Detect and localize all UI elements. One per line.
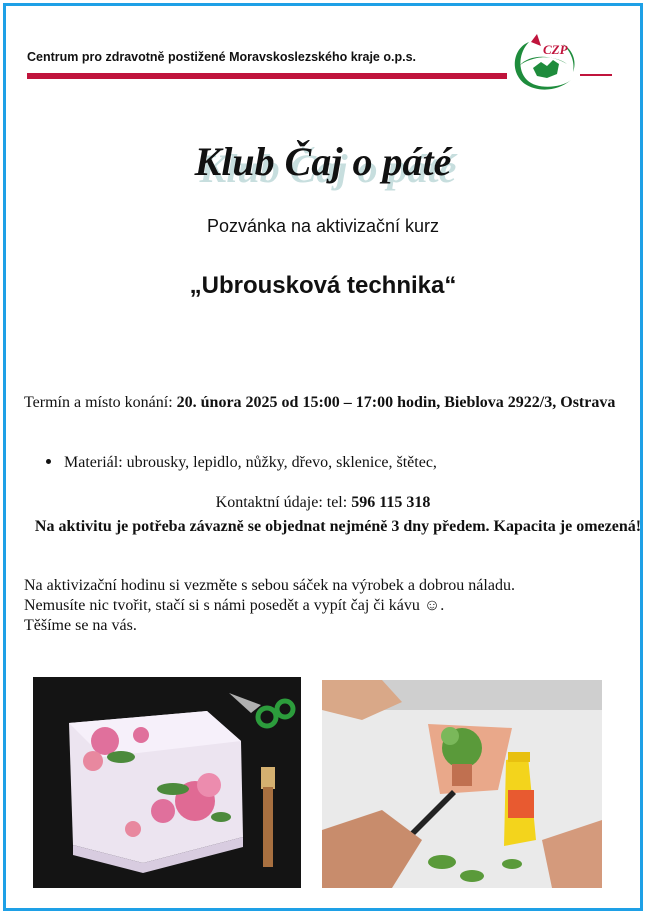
term-value: 20. února 2025 od 15:00 – 17:00 hodin, Bieblova 2922/3, Ostrava [176, 394, 616, 411]
bullet-icon [46, 459, 51, 464]
contact-phone: 596 115 318 [351, 494, 431, 511]
crafting-photo [322, 680, 602, 888]
closing-line-2: Nemusíte nic tvořit, stačí si s námi posedět a vypít čaj či kávu ☺. [24, 597, 445, 614]
material-text: Materiál: ubrousky, lepidlo, nůžky, dřevo, sklenice, štětec, [64, 454, 437, 471]
contact-label: Kontaktní údaje: tel: [215, 494, 352, 511]
svg-text:CZP: CZP [543, 42, 568, 57]
term-and-place [24, 392, 629, 414]
course-name: „Ubrousková technika“ [189, 272, 457, 299]
organization-name: Centrum pro zdravotně postižené Moravskoslezského kraje o.p.s. [27, 50, 416, 64]
czp-logo [507, 28, 581, 94]
closing-line-3: Těšíme se na vás. [24, 617, 137, 634]
closing-text [24, 576, 624, 636]
header-divider [27, 73, 507, 79]
invitation-subtitle: Pozvánka na aktivizační kurz [206, 216, 440, 236]
decoupage-box-photo [33, 677, 301, 888]
term-label: Termín a místo konání: [24, 394, 177, 411]
material-item [46, 454, 437, 472]
booking-notice: Na aktivitu je potřeba závazně se objednat nejméně 3 dny předem. Kapacita je omezená! [34, 518, 642, 535]
closing-line-1: Na aktivizační hodinu si vezměte s sebou sáček na výrobek a dobrou náladu. [24, 577, 515, 594]
header-divider-right [580, 74, 612, 76]
page-title: Klub Čaj o páté [194, 139, 452, 184]
contact-info [0, 494, 646, 512]
